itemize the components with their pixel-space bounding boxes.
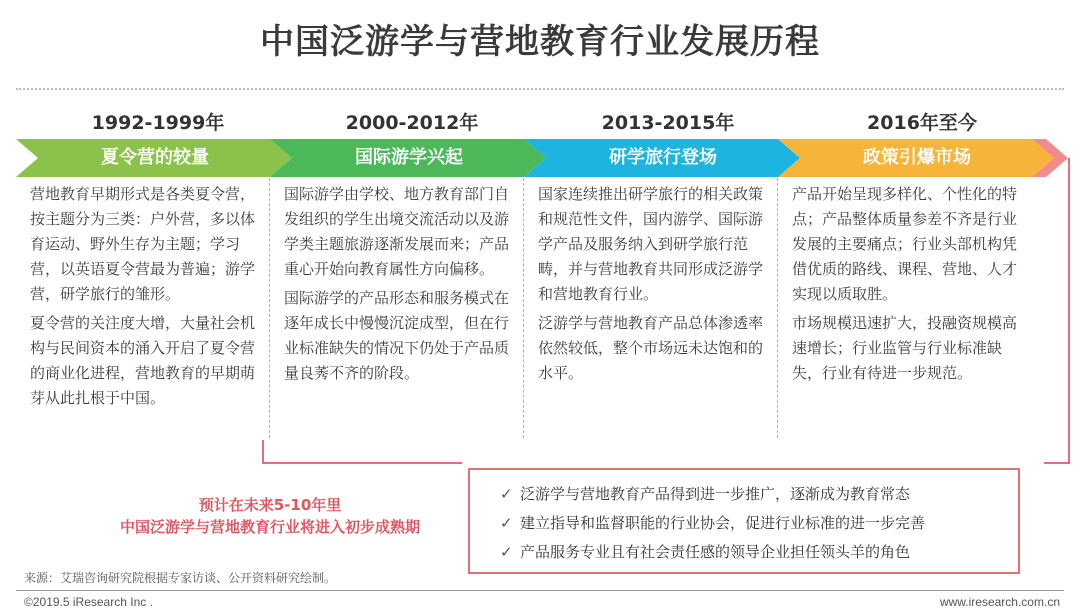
footer-divider — [16, 590, 1064, 591]
stage-1-period: 1992-1999年 — [91, 112, 225, 134]
stage-4-label: 政策引爆市场 — [863, 147, 971, 168]
forecast-text — [40, 494, 500, 538]
stage-3-paragraph: 泛游学与营地教育产品总体渗透率依然较低，整个市场远未达饱和的水平。 — [538, 314, 764, 382]
page-title: 中国泛游学与营地教育行业发展历程 — [260, 22, 820, 62]
stage-2-paragraph: 国际游学的产品形态和服务模式在逐年成长中慢慢沉淀成型，但在行业标准缺失的情况下仍处于产品质量良莠不齐的阶段。 — [284, 289, 510, 382]
connector-left-horizontal — [262, 462, 462, 464]
source-note: 来源：艾瑞咨询研究院根据专家访谈、公开资料研究绘制。 — [24, 571, 337, 585]
stage-4-period: 2016年至今 — [867, 112, 977, 134]
checklist-item-text: 建立指导和监督职能的行业协会，促进行业标准的进一步完善 — [520, 514, 926, 532]
stage-3-period: 2013-2015年 — [601, 112, 735, 134]
stage-4-description — [778, 178, 1032, 438]
checklist-item — [500, 509, 1018, 538]
stage-1-paragraph: 营地教育早期形式是各类夏令营，按主题分为三类：户外营，多以体育运动、野外生存为主题；学习营，以英语夏令营最为普遍；游学营，研学旅行的雏形。 — [30, 185, 256, 303]
stage-2-period: 2000-2012年 — [345, 112, 479, 134]
forecast-line-2: 中国泛游学与营地教育行业将进入初步成熟期 — [119, 518, 420, 536]
check-icon: ✓ — [500, 485, 513, 503]
copyright-text: ©2019.5 iResearch Inc . — [24, 595, 153, 609]
stage-2-label: 国际游学兴起 — [355, 147, 463, 168]
connector-right-vertical — [1068, 158, 1070, 462]
connector-left-vertical — [262, 440, 264, 462]
checklist-item — [500, 480, 1018, 509]
forecast-line-1: 预计在未来5-10年里 — [198, 496, 342, 514]
check-icon: ✓ — [500, 543, 513, 561]
stage-3-description — [524, 178, 778, 438]
stage-1-description — [16, 178, 270, 438]
stage-2-paragraph: 国际游学由学校、地方教育部门自发组织的学生出境交流活动以及游学类主题旅游逐渐发展而来；产品重心开始向教育属性方向偏移。 — [284, 185, 510, 278]
website-url: www.iresearch.com.cn — [939, 595, 1060, 609]
checklist-item — [500, 538, 1018, 567]
outlook-checklist — [468, 468, 1020, 574]
stage-3-label: 研学旅行登场 — [609, 147, 717, 168]
stage-3-paragraph: 国家连续推出研学旅行的相关政策和规范性文件，国内游学、国际游学产品及服务纳入到研学旅行范畴，并与营地教育共同形成泛游学和营地教育行业。 — [538, 185, 764, 303]
connector-right-horizontal — [1044, 462, 1070, 464]
stage-1-paragraph: 夏令营的关注度大增，大量社会机构与民间资本的涌入开启了夏令营的商业化进程，营地教育的早期萌芽从此扎根于中国。 — [30, 314, 256, 407]
stage-1-label: 夏令营的较量 — [101, 147, 209, 168]
stage-4-paragraph: 产品开始呈现多样化、个性化的特点；产品整体质量参差不齐是行业发展的主要痛点；行业头部机构凭借优质的路线、课程、营地、人才实现以质取胜。 — [792, 185, 1018, 303]
check-icon: ✓ — [500, 514, 513, 532]
checklist-item-text: 泛游学与营地教育产品得到进一步推广，逐渐成为教育常态 — [520, 485, 911, 503]
stage-4-paragraph: 市场规模迅速扩大，投融资规模高速增长；行业监管与行业标准缺失，行业有待进一步规范。 — [792, 314, 1018, 382]
checklist-item-text: 产品服务专业且有社会责任感的领导企业担任领头羊的角色 — [520, 543, 911, 561]
stage-2-description — [270, 178, 524, 438]
